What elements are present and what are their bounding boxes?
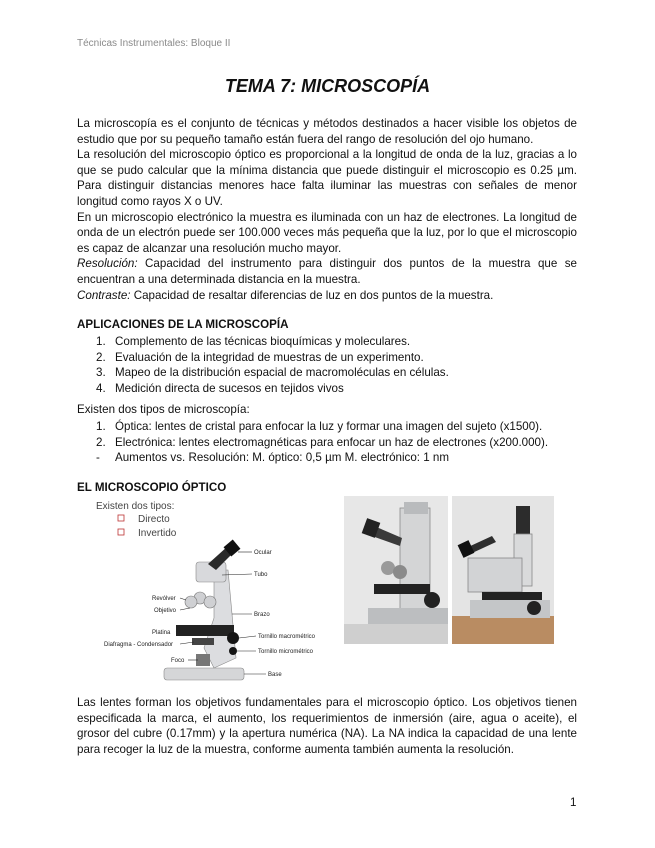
definition-contraste <box>77 288 577 304</box>
definition-contraste-text: Capacidad de resaltar diferencias de luz en dos puntos de la muestra. <box>130 288 494 302</box>
condenser-shape <box>192 638 214 645</box>
applications-list <box>96 334 449 396</box>
microscope-diagram-svg <box>96 498 334 684</box>
intro-paragraph-2: La resolución del microscopio óptico es proporcional a la longitud de onda de la luz, gracias a lo que se pudo calcular que la mínima distancia que puede distinguir el microscopio es 0.25 µm. Para distinguir distancias menores hace falta iluminar las muestras con señales de menor longitud como rayos X o UV. <box>77 148 577 208</box>
intro-section <box>77 116 577 303</box>
label-tubo: Tubo <box>254 572 268 578</box>
list-item: 2. Electrónica: lentes electromagnéticas para enfocar un haz de electrones (x200.000). <box>96 435 549 449</box>
label-objetivo: Objetivo <box>154 608 177 614</box>
list-item: - Aumentos vs. Resolución: M. óptico: 0,5 µm M. electrónico: 1 nm <box>96 451 450 465</box>
list-item: 2. Evaluación de la integridad de muestras de un experimento. <box>96 350 424 364</box>
label-macrometrico: Tornillo macrométrico <box>258 634 316 640</box>
label-diafragma: Diafragma - Condensador <box>104 642 174 648</box>
list-item: 1. Óptica: lentes de cristal para enfocar la luz y formar una imagen del sujeto (x1500). <box>96 420 543 433</box>
intro-paragraph-1: La microscopía es el conjunto de técnicas y métodos destinados a hacer visible los objetos de estudio que por su pequeño tamaño están fuera del rango de resolución del ojo humano. <box>77 117 577 146</box>
checkbox-icon <box>118 529 124 535</box>
figure-type-directo: Directo <box>138 514 170 525</box>
photo-inverted-microscope <box>452 496 554 644</box>
label-revolver: Revólver <box>152 596 176 602</box>
definition-resolucion <box>77 256 577 287</box>
label-platina: Platina <box>152 630 171 636</box>
base-shape <box>164 668 244 680</box>
definition-resolucion-text: Capacidad del instrumento para distinguir dos puntos de la muestra que se encuentran a una determinada distancia en la muestra. <box>77 257 577 286</box>
term-contraste: Contraste: <box>77 288 131 302</box>
light-source <box>196 654 210 666</box>
closing-paragraph: Las lentes forman los objetivos fundamentales para el microscopio óptico. Los objetivos tienen especificada la marca, el aumento, los requerimientos de inmersión (aire, agua o aceite), el grosor del cubre (0.17mm) y la apertura numérica (NA). La NA indica la capacidad de una lente para recoger la luz de la muestra, conforme aumenta también aumenta la resolución. <box>77 696 577 756</box>
label-foco: Foco <box>171 658 185 664</box>
figure-type-invertido: Invertido <box>138 528 177 539</box>
checkbox-icon <box>118 515 124 521</box>
list-item: 3. Mapeo de la distribución espacial de macromoléculas en células. <box>96 366 449 380</box>
fine-knob <box>229 647 237 655</box>
running-header: Técnicas Instrumentales: Bloque II <box>77 38 231 49</box>
list-item: 1. Complemento de las técnicas bioquímicas y moleculares. <box>96 335 411 348</box>
microscope-photos <box>344 496 554 644</box>
term-resolucion: Resolución: <box>77 257 138 271</box>
page-title: TEMA 7: MICROSCOPÍA <box>224 76 431 96</box>
figure-types-title: Existen dos tipos: <box>96 501 175 512</box>
objective-shape <box>204 596 216 608</box>
label-ocular: Ocular <box>254 550 272 556</box>
microscope-diagram <box>96 498 334 684</box>
photo-upright-microscope <box>344 496 448 644</box>
coarse-knob <box>227 632 239 644</box>
label-brazo: Brazo <box>254 612 270 618</box>
label-base: Base <box>268 672 282 678</box>
stage-shape <box>176 625 234 636</box>
intro-paragraph-3: En un microscopio electrónico la muestra es iluminada con un haz de electrones. La longitud de onda de un electrón puede ser 100.000 veces más pequeña que la luz, por lo que el microscopio es capaz de alcanzar una resolución mucho mayor. <box>77 210 577 255</box>
label-micrometrico: Tornillo micrométrico <box>258 649 314 655</box>
optical-heading: EL MICROSCOPIO ÓPTICO <box>77 481 227 494</box>
page-number: 1 <box>570 796 577 809</box>
applications-heading: APLICACIONES DE LA MICROSCOPÍA <box>77 318 289 331</box>
list-item: 4. Medición directa de sucesos en tejidos vivos <box>96 381 344 395</box>
types-intro: Existen dos tipos de microscopía: <box>77 403 250 416</box>
types-list <box>96 419 548 466</box>
objective-shape <box>185 596 197 608</box>
